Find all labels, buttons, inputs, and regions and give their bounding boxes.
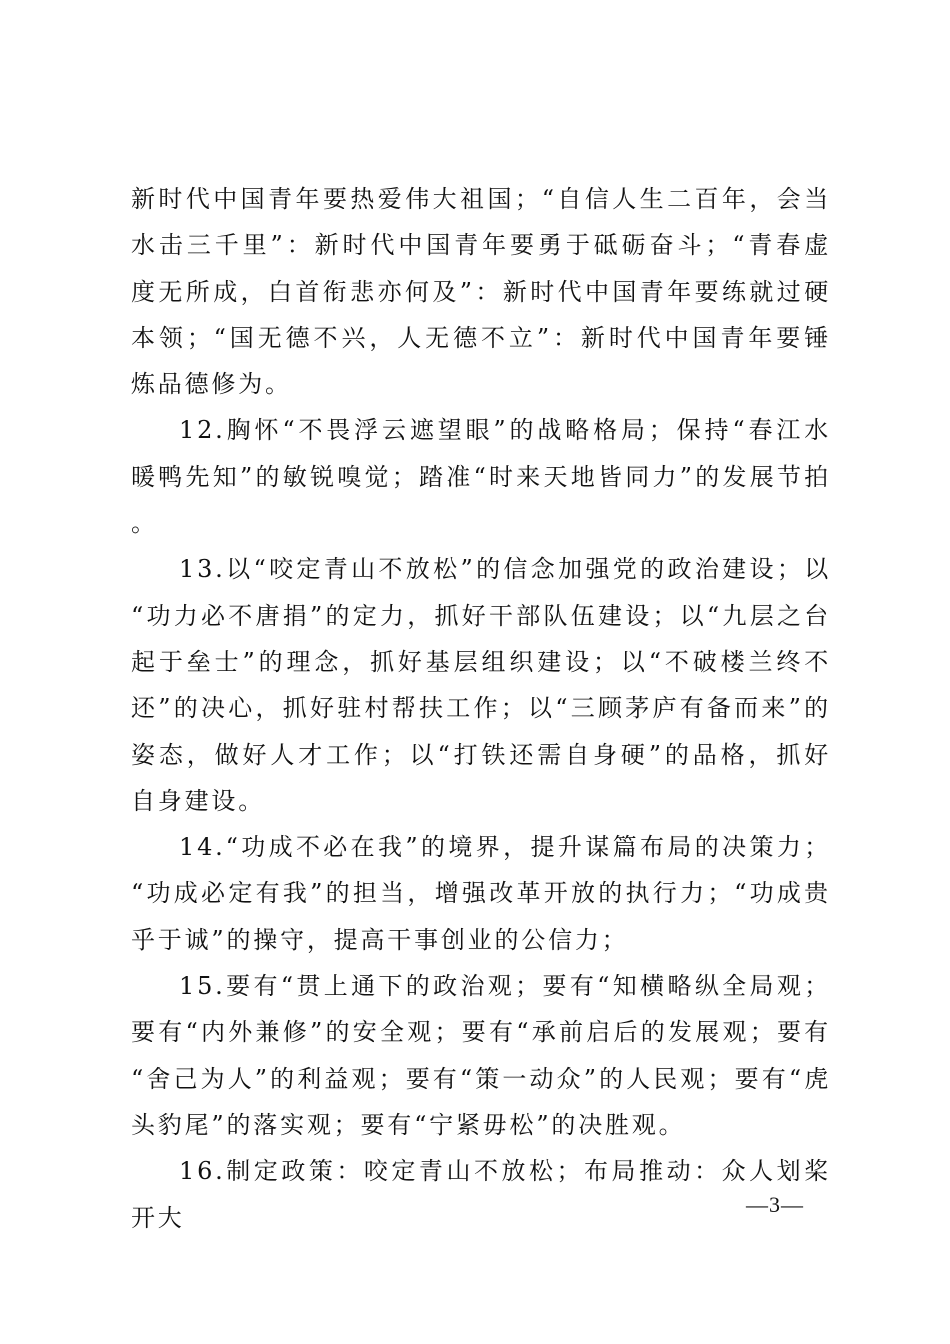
document-body: [131, 176, 831, 1241]
paragraph-item-13: 13.以“咬定青山不放松”的信念加强党的政治建设；以“功力必不唐捐”的定力，抓好干部队伍建设；以“九层之台起于垒士”的理念，抓好基层组织建设；以“不破楼兰终不还”的决心，抓好驻村帮扶工作；以“三顾茅庐有备而来”的姿态，做好人才工作；以“打铁还需自身硬”的品格，抓好自身建设。: [131, 555, 831, 815]
paragraph-item-16: 16.制定政策：咬定青山不放松；布局推动：众人划桨开大: [131, 1157, 831, 1232]
paragraph-continuation: 新时代中国青年要热爱伟大祖国；“自信人生二百年，会当水击三千里”：新时代中国青年要勇于砥砺奋斗；“青春虚度无所成，白首衔悲亦何及”：新时代中国青年要练就过硬本领；“国无德不兴，人无德不立”：新时代中国青年要锤炼品德修为。: [131, 185, 831, 399]
page-number: —3—: [746, 1192, 804, 1217]
paragraph-item-15: 15.要有“贯上通下的政治观；要有“知横略纵全局观；要有“内外兼修”的安全观；要有“承前启后的发展观；要有“舍己为人”的利益观；要有“策一动众”的人民观；要有“虎头豹尾”的落实观；要有“宁紧毋松”的决胜观。: [131, 972, 831, 1139]
paragraph-item-12: 12.胸怀“不畏浮云遮望眼”的战略格局；保持“春江水暖鸭先知”的敏锐嗅觉；踏准“时来天地皆同力”的发展节拍。: [131, 416, 831, 538]
paragraph-item-14: 14.“功成不必在我”的境界，提升谋篇布局的决策力；“功成必定有我”的担当，增强改革开放的执行力；“功成贵乎于诚”的操守，提高干事创业的公信力；: [131, 833, 831, 954]
